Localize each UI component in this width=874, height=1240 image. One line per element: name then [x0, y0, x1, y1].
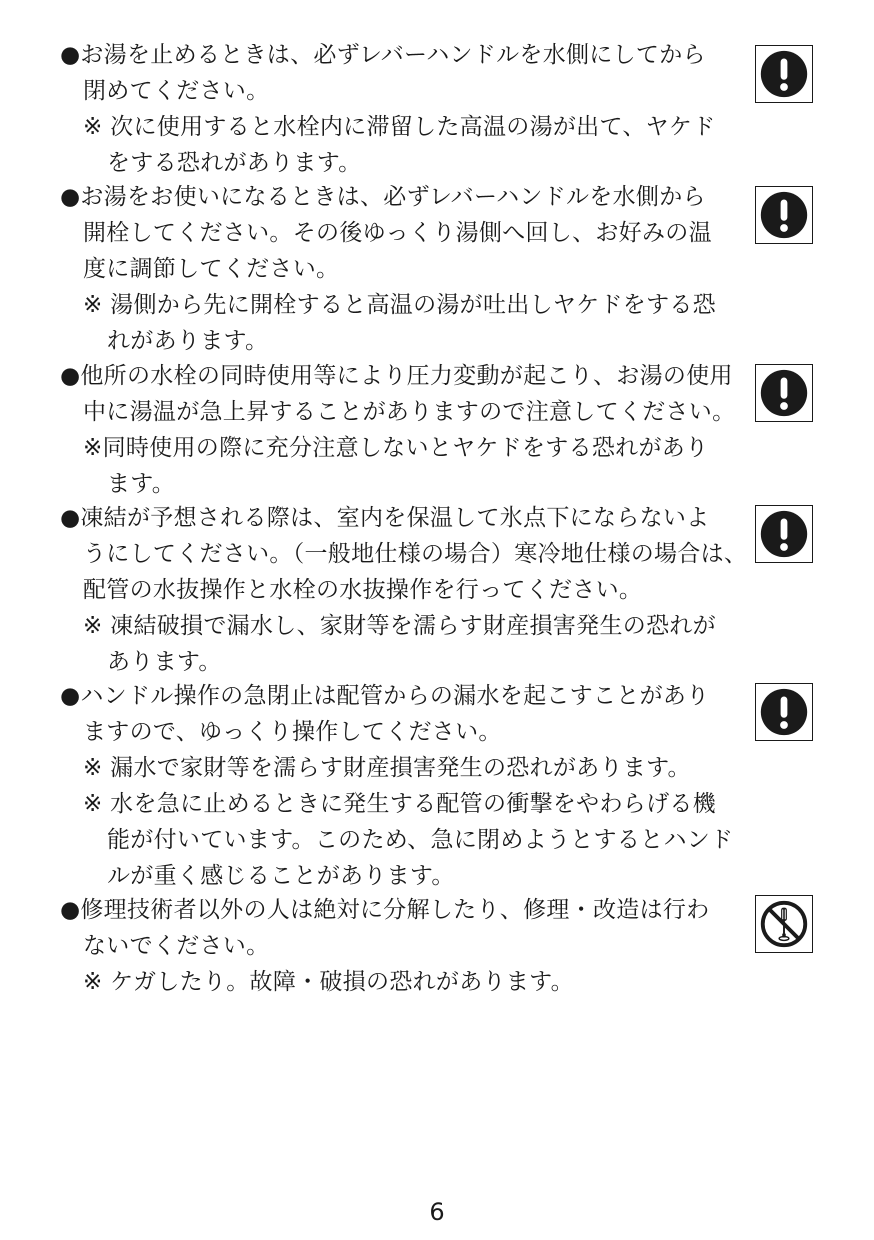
warning-text-line: ●凍結が予想される際は、室内を保温して氷点下にならないよ	[60, 505, 710, 531]
note-text-line: れがあります。	[107, 328, 269, 354]
note-text-line: ※ 漏水で家財等を濡らす財産損害発生の恐れがあります。	[83, 755, 691, 781]
note-text-line: ※ 凍結破損で漏水し、家財等を濡らす財産損害発生の恐れが	[83, 613, 716, 639]
note-text-line: ます。	[107, 471, 176, 497]
warning-text-line: ●お湯をお使いになるときは、必ずレバーハンドルを水側から	[60, 184, 706, 210]
note-text-line: 能が付いています。このため、急に閉めようとするとハンド	[107, 827, 734, 853]
warning-text-line: 配管の水抜操作と水栓の水抜操作を行ってください。	[83, 577, 643, 603]
note-text-line: ※ 水を急に止めるときに発生する配管の衝撃をやわらげる機	[83, 791, 716, 817]
note-text-line: ※ 湯側から先に開栓すると高温の湯が吐出しヤケドをする恐	[83, 292, 716, 318]
warning-text-line: 中に湯温が急上昇することがありますので注意してください。	[83, 399, 736, 425]
caution-exclamation-icon	[755, 683, 813, 741]
caution-exclamation-icon	[755, 45, 813, 103]
note-text-line: ※ ケガしたり。故障・破損の恐れがあります。	[83, 969, 574, 995]
warning-text-line: 度に調節してください。	[83, 256, 340, 282]
note-text-line: ※ 次に使用すると水栓内に滞留した高温の湯が出て、ヤケド	[83, 114, 716, 140]
no-disassembly-icon	[755, 895, 813, 953]
caution-exclamation-icon	[755, 186, 813, 244]
warning-text-line: ますので、ゆっくり操作してください。	[83, 719, 502, 745]
caution-exclamation-icon	[755, 505, 813, 563]
warning-text-line: ●ハンドル操作の急閉止は配管からの漏水を起こすことがあり	[60, 683, 710, 709]
page-number: 6	[429, 1198, 445, 1226]
warning-text-line: ●修理技術者以外の人は絶対に分解したり、修理・改造は行わ	[60, 897, 710, 923]
warning-text-line: 閉めてください。	[83, 78, 270, 104]
note-text-line: ルが重く感じることがあります。	[107, 863, 455, 889]
warning-text-line: うにしてください。（一般地仕様の場合）寒冷地仕様の場合は、	[83, 541, 748, 567]
note-text-line: あります。	[107, 649, 222, 675]
warning-text-line: ないでください。	[83, 933, 270, 959]
note-text-line: ※同時使用の際に充分注意しないとヤケドをする恐れがあり	[83, 435, 709, 461]
note-text-line: をする恐れがあります。	[107, 150, 362, 176]
warning-text-line: ●お湯を止めるときは、必ずレバーハンドルを水側にしてから	[60, 42, 706, 68]
warning-text-line: 開栓してください。その後ゆっくり湯側へ回し、お好みの温	[83, 220, 712, 246]
caution-exclamation-icon	[755, 364, 813, 422]
warning-text-line: ●他所の水栓の同時使用等により圧力変動が起こり、お湯の使用	[60, 363, 733, 389]
